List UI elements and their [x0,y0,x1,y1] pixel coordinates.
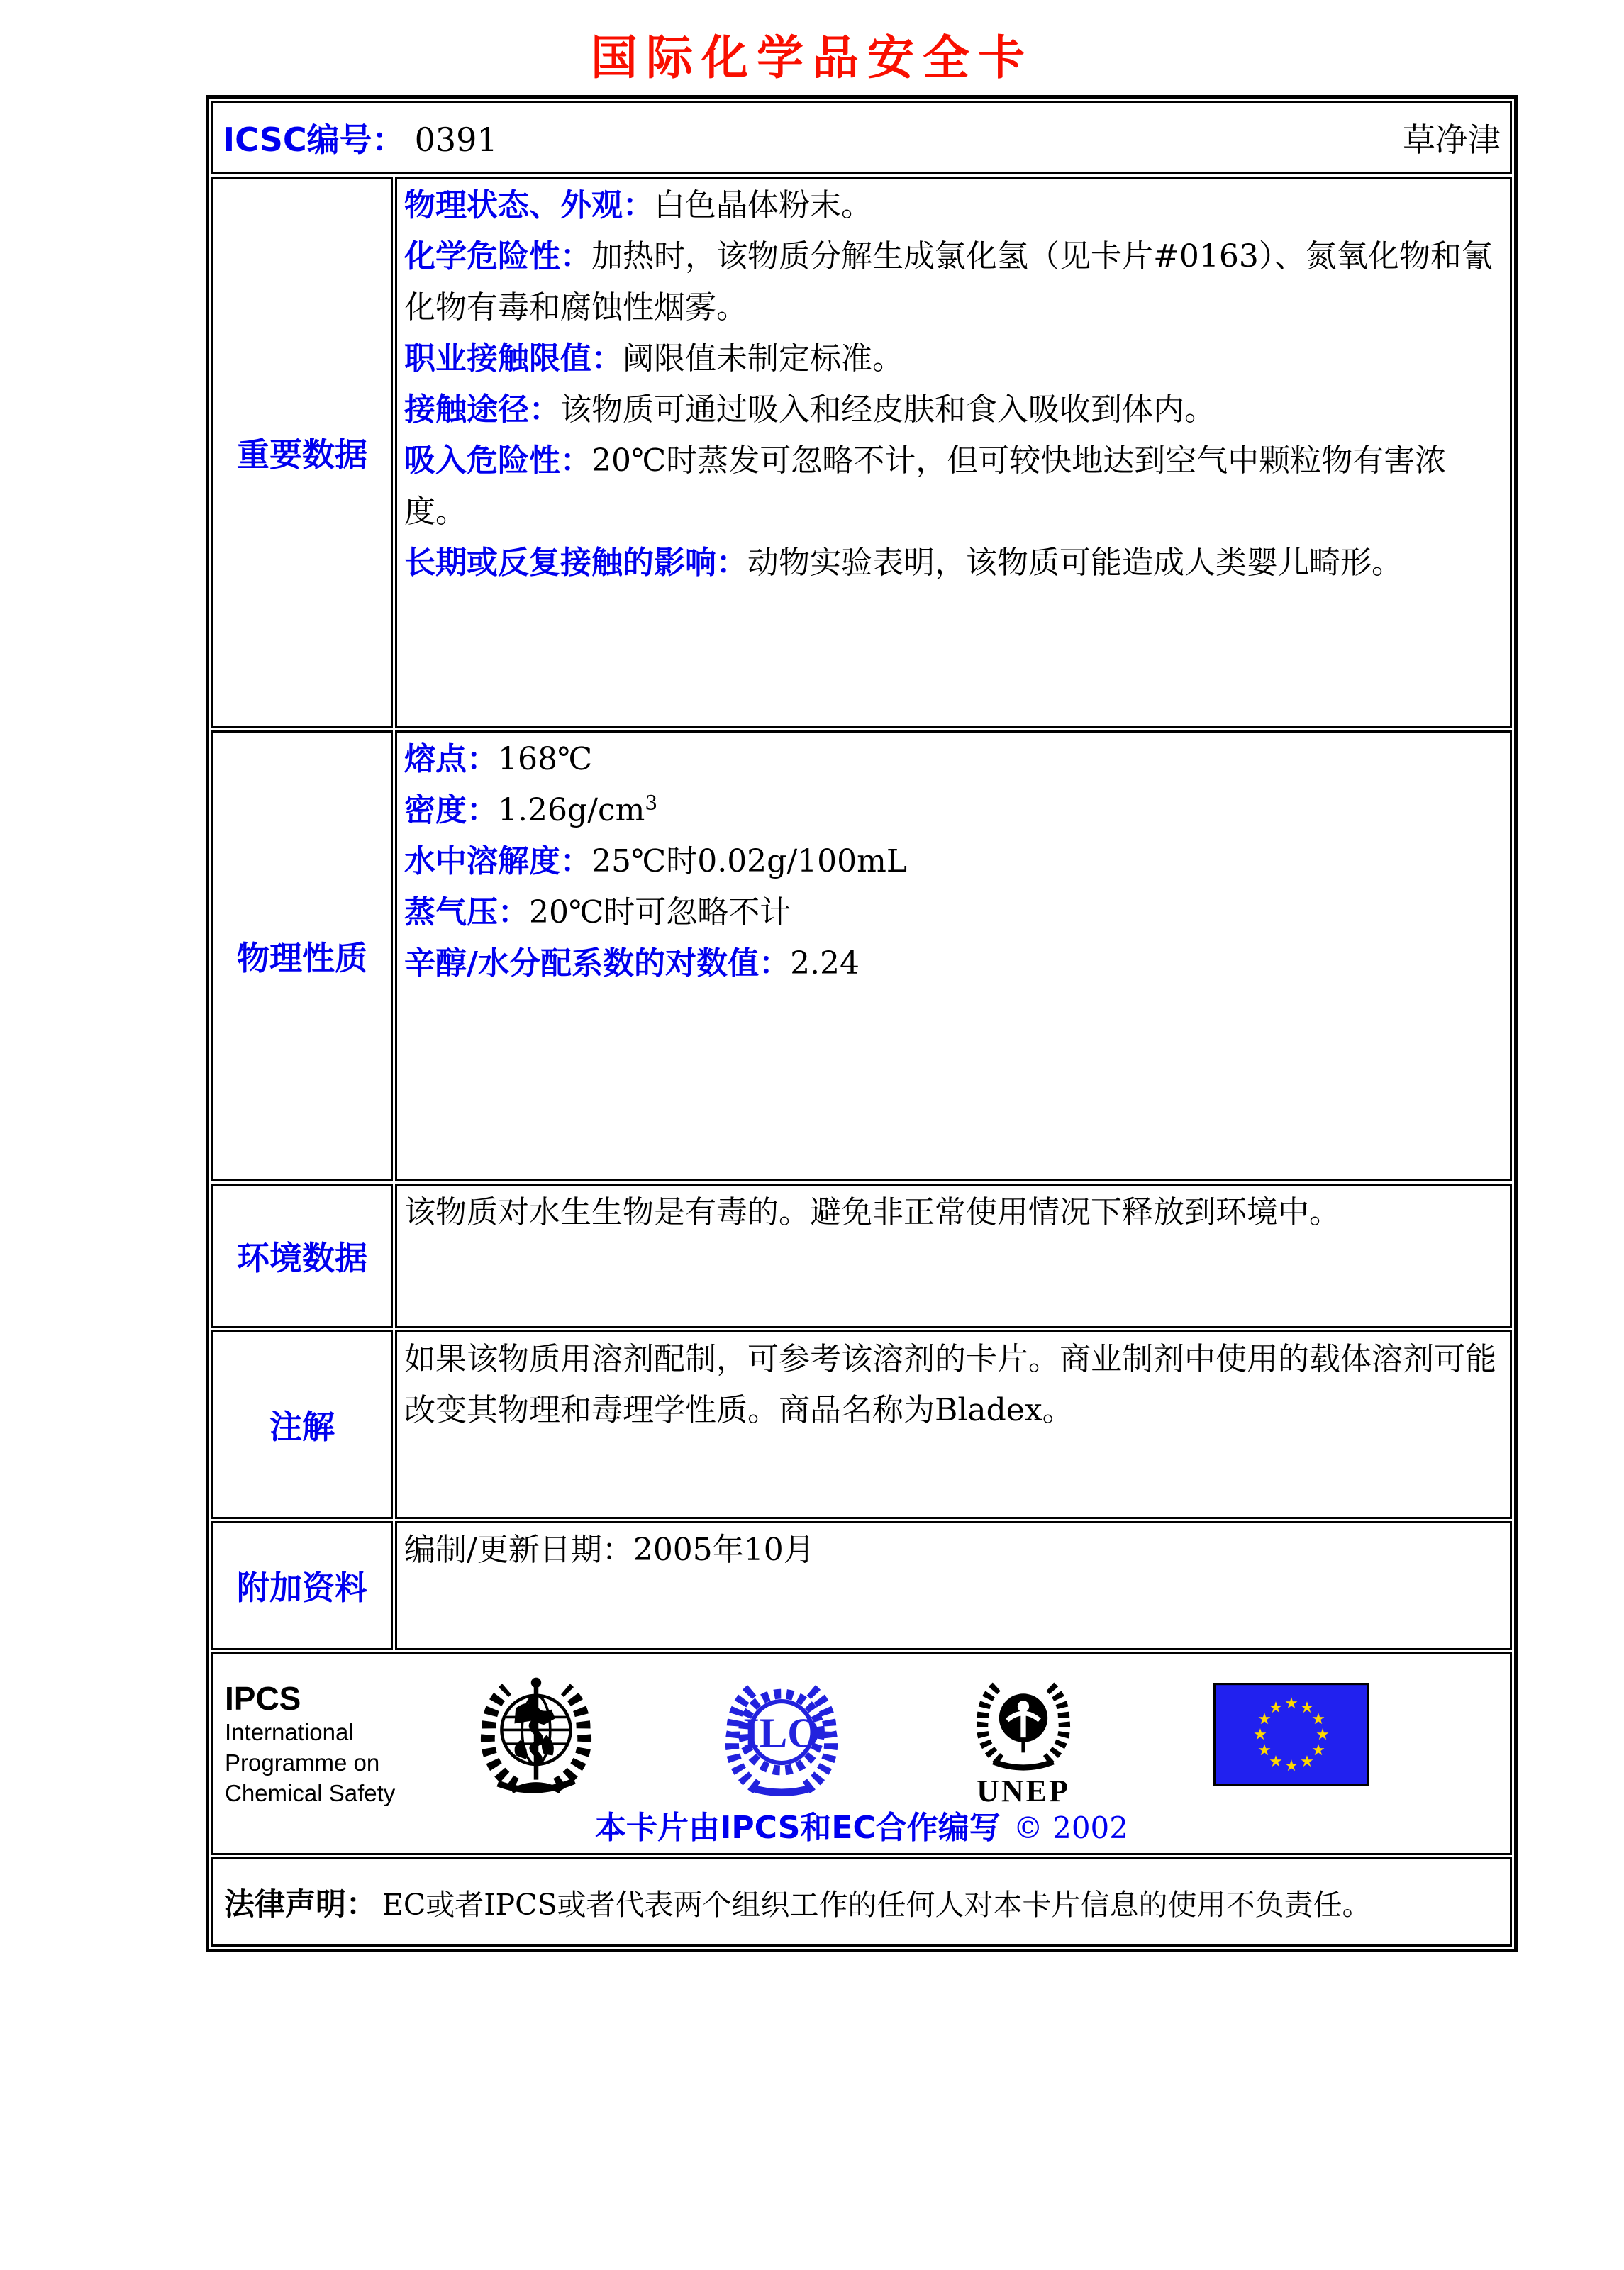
ipcs-line: International [225,1719,354,1745]
who-logo-icon [469,1669,604,1796]
unep-logo-text: UNEP [977,1774,1070,1808]
ipcs-text-block [225,1680,395,1808]
eu-star: ★ [1253,1726,1267,1744]
environment-text: 该物质对水生生物是有毒的。避免非正常使用情况下释放到环境中。 [404,1194,1340,1230]
entry-long-term-effects [404,538,1503,589]
entry-text: 20℃时可忽略不计 [529,894,791,930]
icsc-header-row [211,101,1512,174]
ipcs-line: Programme on [225,1749,380,1776]
entry-vapor-pressure [404,887,1503,938]
icsc-number-group [223,114,498,161]
entry-superscript: 3 [645,791,658,815]
section-content-physical-properties [395,730,1512,1181]
section-content-environmental-data [395,1184,1512,1328]
section-heading-notes: 注解 [211,1330,393,1519]
entry-label: 吸入危险性： [404,443,591,479]
entry-melting-point [404,734,1503,785]
entry-label: 长期或反复接触的影响： [404,545,747,581]
entry-text: 168℃ [498,741,593,777]
entry-label: 蒸气压： [404,894,529,930]
ilo-logo-text: ILO [743,1709,821,1757]
entry-text: 阈限值未制定标准。 [623,340,903,377]
section-content-notes [395,1330,1512,1519]
entry-label: 化学危险性： [404,238,591,274]
entry-density [404,785,1503,836]
entry-exposure-routes [404,384,1503,435]
legal-text: EC或者IPCS或者代表两个组织工作的任何人对本卡片信息的使用不负责任。 [382,1887,1372,1922]
entry-text: 1.26g/cm [498,792,645,828]
safety-card-table [206,95,1518,1952]
entry-occupational-limit [404,333,1503,384]
section-heading-important-data: 重要数据 [211,177,393,728]
entry-label: 密度： [404,792,498,828]
ipcs-acronym: IPCS [225,1680,301,1717]
copyright-text: © 2002 [1013,1810,1128,1845]
additional-info-text: 编制/更新日期：2005年10月 [404,1532,815,1568]
entry-physical-state [404,180,1503,231]
substance-name: 草净津 [1403,121,1501,159]
cooperation-caption [213,1802,1510,1847]
entry-label: 接触途径： [404,391,560,428]
ilo-logo-icon [716,1673,847,1796]
section-content-important-data [395,177,1512,728]
eu-star: ★ [1300,1753,1314,1771]
legal-label: 法律声明： [224,1886,377,1923]
entry-text: 20℃时蒸发可忽略不计，但可较快地达到空气中颗粒物有害浓度。 [404,443,1447,530]
eu-star: ★ [1257,1742,1272,1759]
eu-star: ★ [1311,1710,1325,1728]
eu-star: ★ [1284,1757,1298,1775]
unep-logo-icon [965,1673,1081,1772]
entry-label: 职业接触限值： [404,340,623,377]
entry-chemical-danger [404,231,1503,333]
ipcs-line: Chemical Safety [225,1780,396,1806]
legal-row [211,1857,1512,1947]
eu-star: ★ [1300,1699,1314,1717]
entry-text: 动物实验表明，该物质可能造成人类婴儿畸形。 [747,545,1403,581]
entry-label: 熔点： [404,741,498,777]
eu-star: ★ [1284,1695,1298,1713]
section-heading-additional-info: 附加资料 [211,1521,393,1650]
eu-flag-icon [1213,1683,1369,1786]
logos-row [211,1652,1512,1855]
eu-star: ★ [1269,1753,1283,1771]
entry-inhalation-risk [404,435,1503,538]
entry-text: 该物质可通过吸入和经皮肤和食入吸收到体内。 [560,391,1216,428]
cooperation-caption-text: 本卡片由IPCS和EC合作编写 [594,1810,1001,1846]
entry-label: 辛醇/水分配系数的对数值： [404,945,791,981]
icsc-number-label: ICSC编号： [223,121,405,159]
eu-star: ★ [1269,1699,1283,1717]
entry-label: 物理状态、外观： [404,187,654,223]
eu-star: ★ [1257,1710,1272,1728]
icsc-number-value: 0391 [414,121,498,159]
section-heading-environmental-data: 环境数据 [211,1184,393,1328]
eu-star: ★ [1316,1726,1330,1744]
notes-text: 如果该物质用溶剂配制，可参考该溶剂的卡片。商业制剂中使用的载体溶剂可能改变其物理和毒理学性质。商品名称为Bladex。 [404,1341,1496,1428]
entry-octanol-water-coefficient [404,938,1503,989]
eu-star: ★ [1311,1742,1325,1759]
unep-logo-block [964,1673,1083,1808]
entry-label: 水中溶解度： [404,843,591,879]
entry-text: 2.24 [790,945,860,981]
section-heading-physical-properties: 物理性质 [211,730,393,1181]
entry-text: 加热时，该物质分解生成氯化氢（见卡片#0163）、氮氧化物和氰化物有毒和腐蚀性烟雾。 [404,238,1493,326]
entry-text: 25℃时0.02g/100mL [591,843,908,879]
section-content-additional-info [395,1521,1512,1650]
page-title: 国际化学品安全卡 [591,30,1033,85]
entry-text: 白色晶体粉末。 [654,187,872,223]
entry-water-solubility [404,836,1503,887]
